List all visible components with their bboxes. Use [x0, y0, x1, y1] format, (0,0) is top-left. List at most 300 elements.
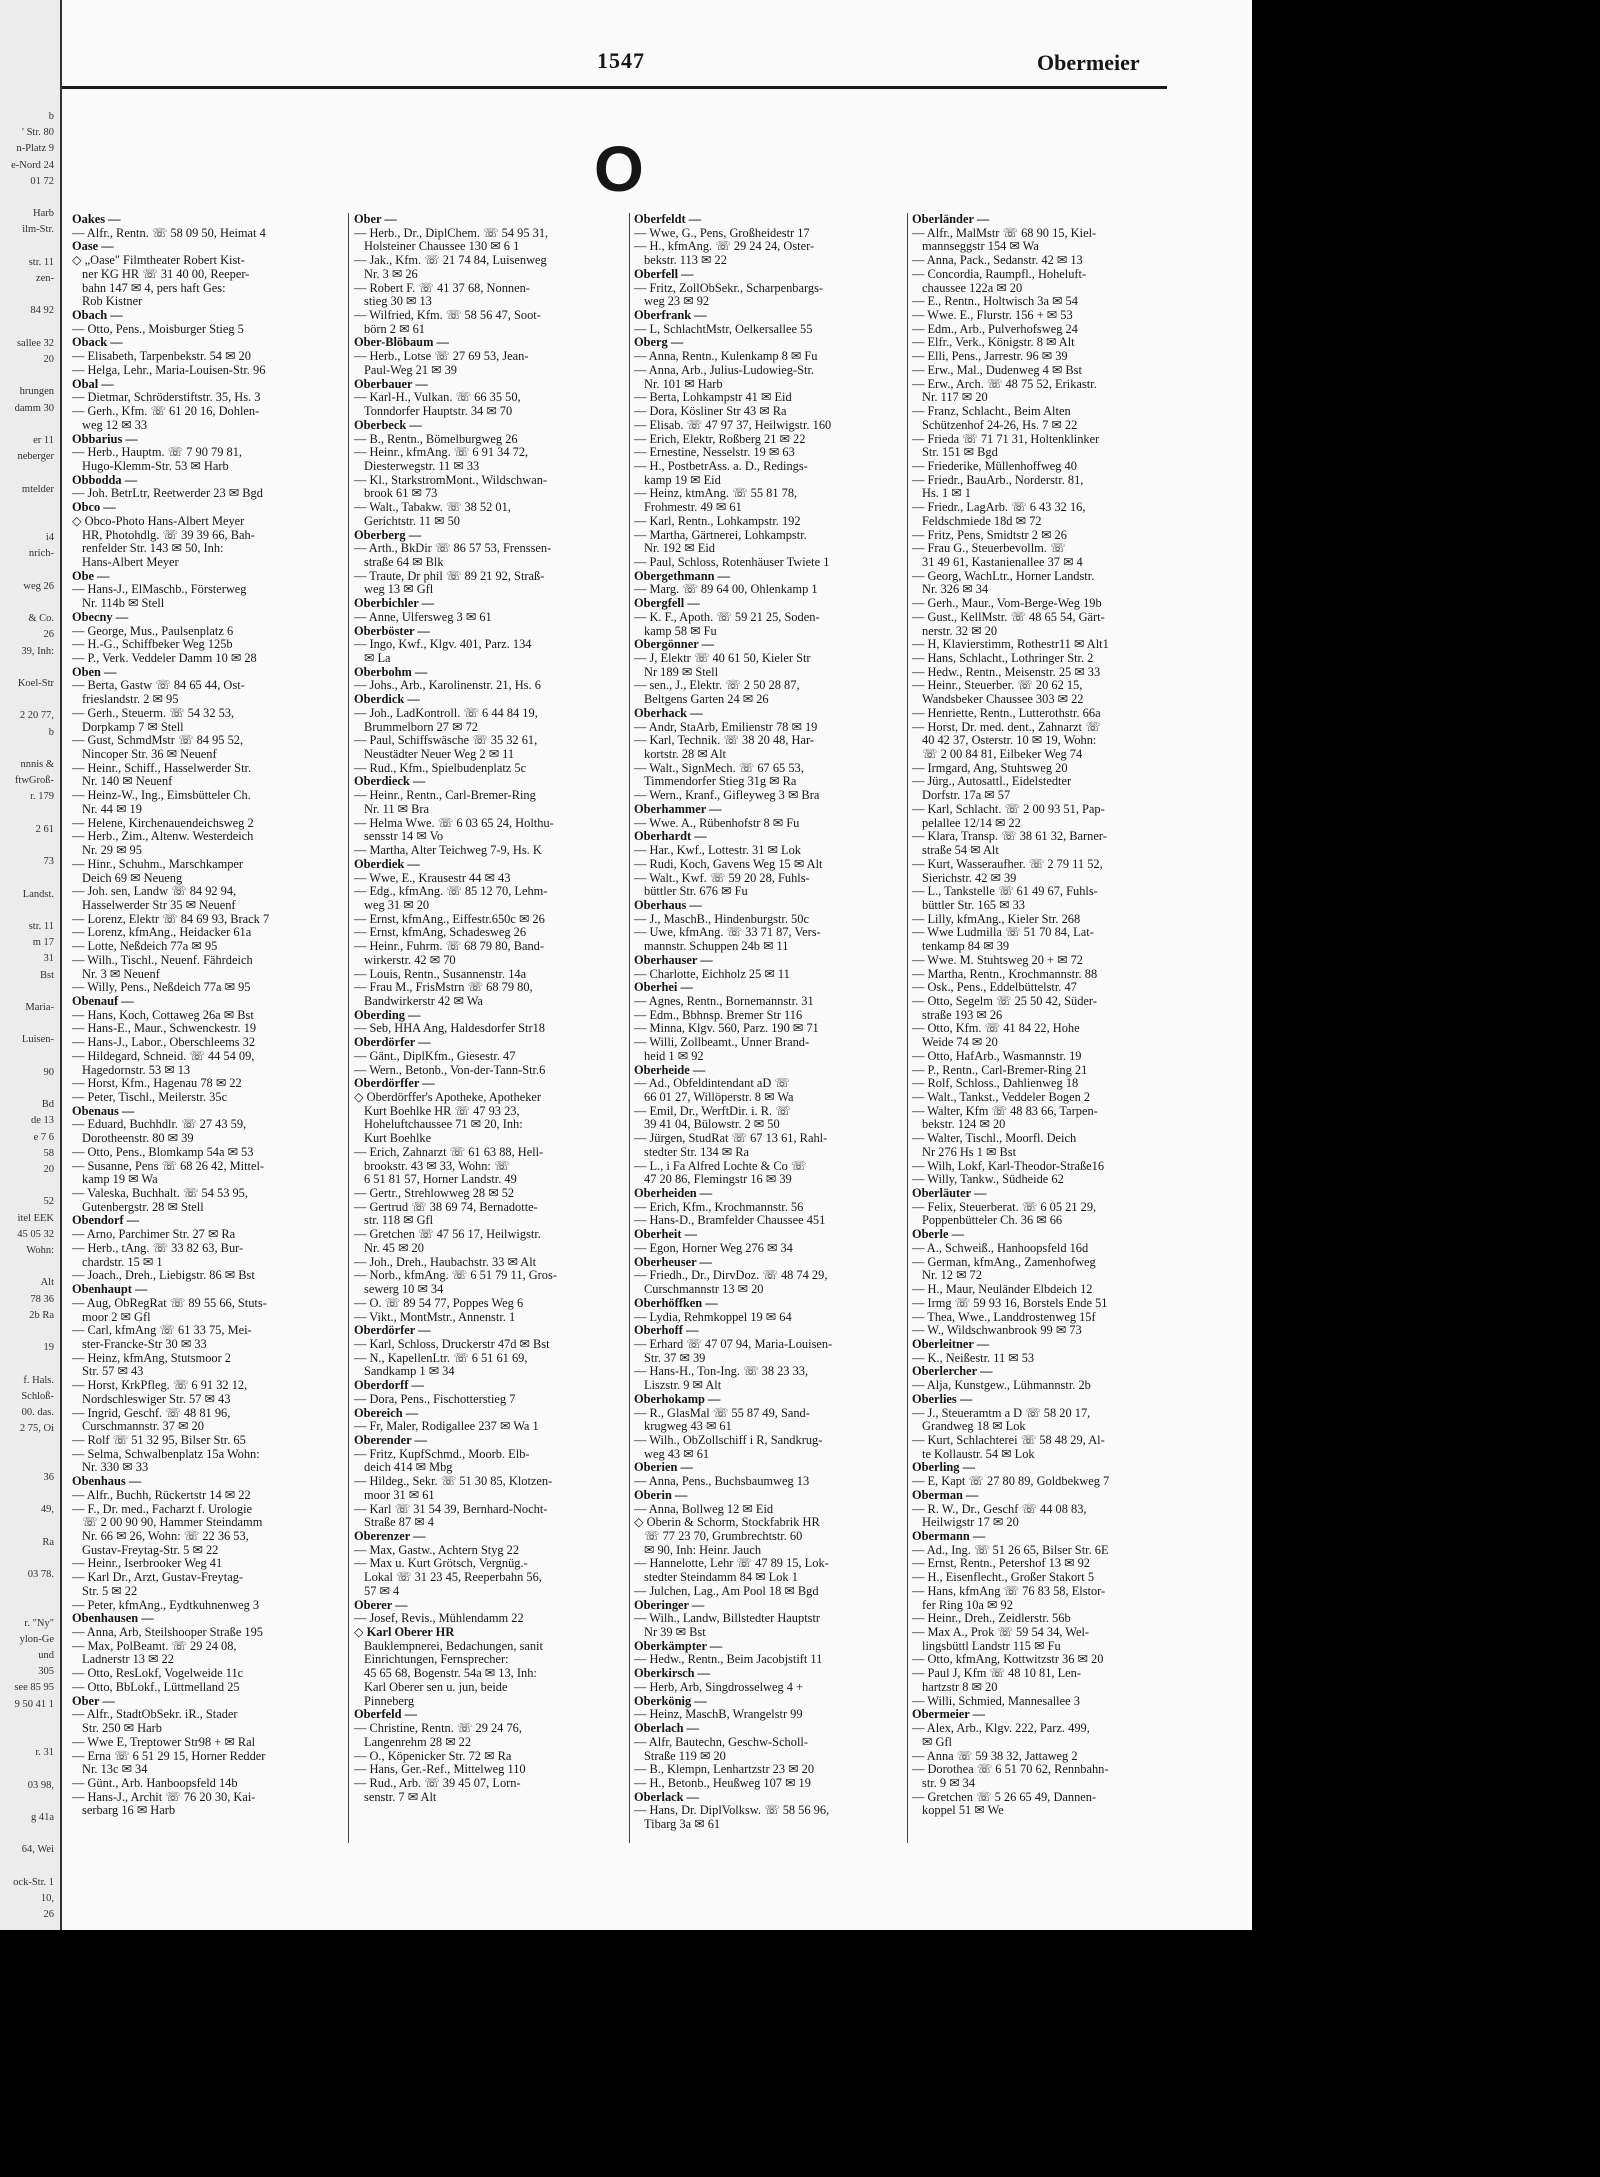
directory-entry: — Irmg ☏ 59 93 16, Borstels Ende 51	[912, 1295, 1108, 1310]
prev-page-fragment: weg 26	[23, 580, 54, 592]
directory-entry: — Willy, Tankw., Südheide 62	[912, 1172, 1064, 1187]
directory-entry: ◇ Oberin & Schorm, Stockfabrik HR	[634, 1515, 820, 1530]
header-rule	[62, 86, 1167, 89]
directory-entry: — Julchen, Lag., Am Pool 18 ✉ Bgd	[634, 1583, 819, 1598]
directory-entry: fer Ring 10a ✉ 92	[922, 1597, 1013, 1612]
directory-entry: — P., Rentn., Carl-Bremer-Ring 21	[912, 1062, 1088, 1077]
scan-background-bottom	[0, 1930, 1600, 2177]
directory-entry: Bauklempnerei, Bedachungen, sanit	[364, 1638, 543, 1653]
entry-heading: Oberg —	[634, 335, 684, 350]
directory-entry: Hs. 1 ✉ 1	[922, 486, 971, 501]
directory-entry: — Otto, Segelm ☏ 25 50 42, Süder-	[912, 993, 1097, 1008]
directory-entry: — Heinr., kfmAng. ☏ 6 91 34 72,	[354, 445, 529, 460]
entry-heading: Obe —	[72, 568, 110, 583]
directory-entry: — Berta, Gastw ☏ 84 65 44, Ost-	[72, 678, 245, 693]
prev-page-fragment: Bst	[39, 969, 54, 981]
entry-heading: Oberdörfer —	[354, 1035, 431, 1050]
directory-entry: Str. 250 ✉ Harb	[82, 1721, 162, 1736]
directory-entry: — Fritz, ZollObSekr., Scharpenbargs-	[634, 280, 824, 295]
directory-entry: — Hedw., Rentn., Meisenstr. 25 ✉ 33	[912, 664, 1101, 679]
directory-entry: — Alfr., Rentn. ☏ 58 09 50, Heimat 4	[72, 225, 266, 240]
directory-entry: — Minna, Klgv. 560, Parz. 190 ✉ 71	[634, 1021, 819, 1036]
entry-heading: Obermann —	[912, 1529, 986, 1543]
directory-entry: sensstr 14 ✉ Vo	[364, 829, 444, 844]
directory-entry: Brummelborn 27 ✉ 72	[364, 719, 478, 734]
directory-entry: — Ernst, kfmAng., Eiffestr.650c ✉ 26	[354, 911, 545, 926]
directory-entry: ☏ 2 00 90 90, Hammer Steindamm	[82, 1515, 263, 1530]
prev-page-fragment: Wohn:	[26, 1245, 54, 1256]
directory-entry: lingsbüttl Landstr 115 ✉ Fu	[922, 1638, 1061, 1653]
directory-entry: — Rolf ☏ 51 32 95, Bilser Str. 65	[72, 1432, 246, 1447]
prev-page-fragment: ylon-Ge	[19, 1633, 54, 1645]
entry-heading: Oberdörffer —	[354, 1076, 435, 1091]
directory-column-2	[354, 213, 626, 1804]
directory-entry: kamp 19 ✉ Eid	[644, 472, 721, 487]
directory-entry: — Anna, Pens., Buchsbaumweg 13	[634, 1474, 810, 1489]
entry-heading: Obecny —	[72, 609, 129, 624]
directory-entry: serbarg 16 ✉ Harb	[82, 1803, 176, 1818]
prev-page-fragment: 305	[38, 1666, 54, 1678]
entry-heading: Oberfeldt —	[634, 213, 702, 226]
directory-entry: moor 2 ✉ Gfl	[82, 1309, 151, 1324]
directory-entry: — Heinz, MaschB, Wrangelstr 99	[634, 1707, 803, 1722]
directory-entry: — Hans, Dr. DiplVolksw. ☏ 58 56 96,	[634, 1803, 830, 1818]
directory-entry: — Ingo, Kwf., Klgv. 401, Parz. 134	[354, 637, 532, 652]
prev-page-fragment: i4	[45, 532, 54, 544]
directory-entry: bekstr. 124 ✉ 20	[922, 1117, 1006, 1132]
prev-page-fragment: 03 98,	[27, 1779, 54, 1791]
directory-entry: Nr. 326 ✉ 34	[922, 582, 989, 597]
directory-entry: — Lotte, Neßdeich 77a ✉ 95	[72, 939, 218, 954]
directory-entry: — Karl Dr., Arzt, Gustav-Freytag-	[72, 1570, 244, 1585]
entry-heading: Oberhoff —	[634, 1323, 699, 1338]
directory-entry: — Frau G., Steuerbevollm. ☏	[912, 541, 1066, 556]
directory-entry: — Otto, BbLokf., Lüttmelland 25	[72, 1679, 240, 1694]
directory-entry: — H, Klavierstimm, Rothestr11 ✉ Alt1	[912, 637, 1109, 652]
directory-entry: — Dorothea ☏ 6 51 70 62, Rennbahn-	[912, 1762, 1109, 1777]
directory-entry: — Lorenz, kfmAng., Heidacker 61a	[72, 925, 252, 940]
entry-heading: Oberhauser —	[634, 952, 713, 967]
directory-entry: — Arno, Parchimer Str. 27 ✉ Ra	[72, 1227, 236, 1242]
directory-entry: — Jürg., Autosattl., Eidelstedter	[912, 774, 1072, 789]
directory-entry: — Selma, Schwalbenplatz 15a Wohn:	[72, 1446, 260, 1461]
directory-entry: — Uwe, kfmAng. ☏ 33 71 87, Vers-	[634, 925, 821, 940]
prev-page-fragment: hrungen	[19, 386, 54, 398]
directory-entry: — Helene, Kirchenauendeichsweg 2	[72, 815, 254, 830]
directory-entry: — Hildeg., Sekr. ☏ 51 30 85, Klotzen-	[354, 1474, 553, 1489]
directory-entry: — Edg., kfmAng. ☏ 85 12 70, Lehm-	[354, 884, 548, 899]
directory-entry: — Wwe. A., Rübenhofstr 8 ✉ Fu	[634, 815, 800, 830]
directory-entry: Dorfstr. 17a ✉ 57	[922, 788, 1011, 803]
directory-entry: — Herb., tAng. ☏ 33 82 63, Bur-	[72, 1240, 244, 1255]
directory-entry: Langenrehm 28 ✉ 22	[364, 1734, 472, 1749]
entry-heading: Oberhammer —	[634, 801, 722, 816]
directory-entry: Kurt Boehlke HR ☏ 47 93 23,	[364, 1103, 520, 1118]
entry-heading: Oberfell —	[634, 266, 694, 281]
directory-entry: stedter Str. 134 ✉ Ra	[644, 1144, 750, 1159]
entry-heading: Oberhei —	[634, 980, 693, 995]
prev-page-fragment: itel EEK	[17, 1212, 54, 1224]
prev-page-fragment: 2b Ra	[29, 1309, 54, 1321]
prev-page-fragment: 00. das.	[21, 1407, 54, 1418]
directory-entry: — F., Dr. med., Facharzt f. Urologie	[72, 1501, 253, 1516]
directory-entry: — Ad., Ing. ☏ 51 26 65, Bilser Str. 6E	[912, 1542, 1109, 1557]
directory-entry: — Dietmar, Schröderstiftstr. 35, Hs. 3	[72, 390, 261, 405]
directory-entry: — Charlotte, Eichholz 25 ✉ 11	[634, 966, 790, 981]
directory-entry: Straße 87 ✉ 4	[364, 1515, 434, 1530]
directory-entry: ✉ Gfl	[922, 1734, 952, 1749]
directory-entry: Str. 5 ✉ 22	[82, 1583, 138, 1598]
directory-entry: Schützenhof 24-26, Hs. 7 ✉ 22	[922, 417, 1078, 432]
entry-heading: Oberbeck —	[354, 417, 422, 432]
directory-entry: — Rolf, Schloss., Dahlienweg 18	[912, 1076, 1079, 1091]
directory-entry: koppel 51 ✉ We	[922, 1803, 1004, 1818]
entry-heading: Oberlies —	[912, 1391, 973, 1406]
directory-entry: mannseggstr 154 ✉ Wa	[922, 239, 1039, 254]
directory-entry: Gerichtstr. 11 ✉ 50	[364, 513, 460, 528]
directory-entry: — Max u. Kurt Grötsch, Vergnüg.-	[354, 1556, 528, 1571]
directory-entry: Timmendorfer Stieg 31g ✉ Ra	[644, 774, 797, 789]
directory-entry: Nr. 3 ✉ 26	[364, 266, 418, 281]
directory-entry: Kurt Boehlke	[364, 1131, 432, 1146]
prev-page-fragment: Luisen-	[21, 1034, 54, 1046]
directory-entry: — Heinr., Fuhrm. ☏ 68 79 80, Band-	[354, 939, 544, 954]
directory-entry: — Georg, WachLtr., Horner Landstr.	[912, 568, 1095, 583]
directory-entry: — Martha, Rentn., Krochmannstr. 88	[912, 966, 1098, 981]
directory-entry: Nr. 140 ✉ Neuenf	[82, 774, 173, 789]
directory-entry: — Peter, Tischl., Meilerstr. 35c	[72, 1090, 228, 1104]
directory-entry: ✉ La	[364, 651, 391, 665]
entry-heading: Oberdiek —	[354, 856, 420, 871]
directory-entry: — E., Rentn., Holtwisch 3a ✉ 54	[912, 294, 1078, 309]
entry-heading: Oakes —	[72, 213, 121, 226]
directory-entry: — Wwe. M. Stuhtsweg 20 + ✉ 72	[912, 952, 1083, 967]
prev-page-fragment: Koel-Str	[17, 678, 54, 689]
directory-entry: — Gertr., Strehlowweg 28 ✉ 52	[354, 1186, 515, 1201]
directory-entry: — Joh. sen, Landw ☏ 84 92 94,	[72, 884, 237, 899]
directory-entry: — Marg. ☏ 89 64 00, Ohlenkamp 1	[634, 582, 818, 597]
directory-entry: — Gretchen ☏ 47 56 17, Heilwigstr.	[354, 1227, 541, 1242]
directory-entry: — Gretchen ☏ 5 26 65 49, Dannen-	[912, 1789, 1097, 1804]
directory-entry: te Kollaustr. 54 ✉ Lok	[922, 1446, 1035, 1461]
directory-entry: — Anna, Arb., Julius-Ludowieg-Str.	[634, 362, 815, 377]
directory-entry: Dorotheenstr. 80 ✉ 39	[82, 1131, 194, 1146]
directory-entry: — Horst, Kfm., Hagenau 78 ✉ 22	[72, 1076, 242, 1091]
directory-entry: moor 31 ✉ 61	[364, 1487, 435, 1502]
directory-entry: — Walt., SignMech. ☏ 67 65 53,	[634, 760, 804, 775]
directory-entry: — Carl, kfmAng ☏ 61 33 75, Mei-	[72, 1323, 252, 1338]
column-divider	[348, 213, 349, 1843]
prev-page-fragment: 9 50 41 1	[14, 1698, 54, 1710]
prev-page-fragment: r. "Ny"	[24, 1617, 54, 1629]
directory-entry: — B., Klempn, Lenhartzstr 23 ✉ 20	[634, 1762, 815, 1777]
prev-page-fragment: nnnis &	[20, 759, 54, 770]
directory-entry: Hoheluftchaussee 71 ✉ 20, Inh:	[364, 1117, 523, 1132]
directory-entry: — Henriette, Rentn., Lutterothstr. 66a	[912, 705, 1101, 720]
prev-page-fragment: m 17	[32, 937, 54, 949]
directory-entry: — Vikt., MontMstr., Annenstr. 1	[354, 1309, 516, 1324]
directory-entry: Tibarg 3a ✉ 61	[644, 1817, 721, 1832]
directory-entry: — Walt., Kwf. ☏ 59 20 28, Fuhls-	[634, 870, 810, 885]
directory-entry: straße 64 ✉ Blk	[364, 554, 444, 569]
directory-entry: — Gerh., Kfm. ☏ 61 20 16, Dohlen-	[72, 404, 260, 419]
entry-heading: Oberhöffken —	[634, 1295, 718, 1310]
directory-entry: — Walt., Tabakw. ☏ 38 52 01,	[354, 500, 511, 515]
directory-entry: — Josef, Revis., Mühlendamm 22	[354, 1611, 524, 1626]
entry-heading: Obbarius —	[72, 431, 138, 446]
directory-entry: — Hinr., Schuhm., Marschkamper	[72, 856, 244, 871]
directory-entry: — Elli, Pens., Jarrestr. 96 ✉ 39	[912, 349, 1068, 364]
entry-heading: Oberdick —	[354, 692, 420, 707]
prev-page-fragment: Harb	[33, 208, 54, 220]
prev-page-fragment: sallee 32	[16, 337, 54, 349]
directory-entry: — Wern., Betonb., Von-der-Tann-Str.6	[354, 1062, 546, 1077]
directory-entry: — Wilfried, Kfm. ☏ 58 56 47, Soot-	[354, 308, 541, 323]
prev-page-fragment: str. 11	[28, 256, 54, 268]
prev-page-fragment: 90	[43, 1066, 54, 1078]
entry-heading: Obendorf —	[72, 1213, 140, 1228]
directory-entry: — Fr, Maler, Rodigallee 237 ✉ Wa 1	[354, 1419, 539, 1434]
directory-entry: — Kurt, Schlachterei ☏ 58 48 29, Al-	[912, 1432, 1105, 1447]
entry-heading: Obergönner —	[634, 637, 714, 652]
entry-heading: Oberle —	[912, 1227, 964, 1242]
entry-heading: Oberkirsch —	[634, 1666, 711, 1681]
directory-entry: — Alfr., StadtObSekr. iR., Stader	[72, 1707, 238, 1722]
directory-entry: — Rud., Kfm., Spielbudenplatz 5c	[354, 760, 527, 775]
directory-entry: — Irmgard, Ang, Stuhtsweg 20	[912, 760, 1068, 775]
directory-entry: Karl Oberer sen u. jun, beide	[364, 1679, 508, 1694]
directory-entry: — Gertrud ☏ 38 69 74, Bernadotte-	[354, 1199, 538, 1214]
prev-page-fragment: Bd	[41, 1099, 54, 1111]
directory-entry: — Friederike, Müllenhoffweg 40	[912, 458, 1077, 473]
directory-entry: — Karl-H., Vulkan. ☏ 66 35 50,	[354, 390, 521, 405]
directory-entry: 6 51 81 57, Horner Landstr. 49	[364, 1172, 517, 1187]
directory-entry: büttler Str. 165 ✉ 33	[922, 897, 1025, 912]
directory-entry: Feldschmiede 18d ✉ 72	[922, 513, 1042, 528]
entry-heading: Oberheit —	[634, 1227, 697, 1242]
directory-entry: — Horst, Dr. med. dent., Zahnarzt ☏	[912, 719, 1101, 734]
directory-entry: — Hans, Koch, Cottaweg 26a ✉ Bst	[72, 1007, 254, 1022]
entry-heading: Obermeier —	[912, 1707, 986, 1722]
entry-heading: Oberhaus —	[634, 897, 702, 912]
directory-entry: — Hans, Ger.-Ref., Mittelweg 110	[354, 1762, 526, 1777]
directory-entry: — Otto, kfmAng, Kottwitzstr 36 ✉ 20	[912, 1652, 1104, 1667]
directory-entry: — Franz, Schlacht., Beim Alten	[912, 404, 1071, 419]
prev-page-fragment: er 11	[33, 435, 54, 446]
directory-entry: Curschmannstr. 37 ✉ 20	[82, 1419, 204, 1434]
directory-entry: — Helma Wwe. ☏ 6 03 65 24, Holthu-	[354, 815, 554, 830]
prev-page-fragment: 2 61	[35, 823, 54, 835]
directory-entry: Holsteiner Chaussee 130 ✉ 6 1	[364, 239, 520, 254]
directory-entry: Neustädter Neuer Weg 2 ✉ 11	[364, 747, 515, 762]
directory-entry: Nr. 11 ✉ Bra	[364, 801, 429, 816]
directory-entry: — L., Tankstelle ☏ 61 49 67, Fuhls-	[912, 884, 1098, 899]
directory-entry: ◇ Oberdörffer's Apotheke, Apotheker	[354, 1090, 542, 1104]
prev-page-fragment: Alt	[40, 1277, 54, 1289]
directory-entry: — Willi, Zollbeamt., Unner Brand-	[634, 1035, 810, 1050]
running-head: Obermeier	[1037, 50, 1140, 75]
directory-entry: ☏ 2 00 84 81, Eilbeker Weg 74	[922, 747, 1083, 762]
prev-page-fragment: 19	[43, 1342, 54, 1354]
directory-entry: — Har., Kwf., Lottestr. 31 ✉ Lok	[634, 843, 801, 858]
directory-entry: — Anna, Pack., Sedanstr. 42 ✉ 13	[912, 253, 1083, 268]
directory-entry: — Wwe. E., Flurstr. 156 + ✉ 53	[912, 308, 1073, 323]
directory-entry: Nincoper Str. 36 ✉ Neuenf	[82, 747, 217, 762]
directory-entry: tenkamp 84 ✉ 39	[922, 939, 1010, 954]
entry-heading: Oberer —	[354, 1597, 408, 1612]
directory-entry: — Agnes, Rentn., Bornemannstr. 31	[634, 993, 814, 1008]
directory-entry: deich 414 ✉ Mbg	[364, 1460, 453, 1475]
prev-page-fragment: 64, Wei	[21, 1844, 54, 1856]
directory-entry: — Hans-J., ElMaschb., Försterweg	[72, 582, 247, 597]
entry-heading: Oberheiden —	[634, 1186, 713, 1201]
directory-entry: — Joh., Dreh., Haubachstr. 33 ✉ Alt	[354, 1254, 537, 1269]
directory-entry: — sen., J., Elektr. ☏ 2 50 28 87,	[634, 678, 800, 693]
entry-heading: Oberhardt —	[634, 829, 707, 844]
directory-entry: kortstr. 28 ✉ Alt	[644, 747, 726, 762]
directory-entry: — Horst, KrkPfleg. ☏ 6 91 32 12,	[72, 1378, 248, 1393]
entry-heading: Oberkämpter —	[634, 1638, 723, 1653]
directory-column-4	[912, 213, 1184, 1818]
directory-entry: Straße 119 ✉ 20	[644, 1748, 726, 1763]
directory-entry: — Erich, Zahnarzt ☏ 61 63 88, Hell-	[354, 1144, 544, 1159]
directory-entry: — Ernst, Rentn., Petershof 13 ✉ 92	[912, 1556, 1090, 1571]
prev-page-fragment: 39, Inh:	[21, 645, 54, 657]
directory-entry: — Karl, Schloss, Druckerstr 47d ✉ Bst	[354, 1336, 550, 1351]
directory-entry: — Walt., Tankst., Veddeler Bogen 2	[912, 1090, 1091, 1104]
directory-entry: weg 12 ✉ 33	[82, 417, 148, 432]
prev-page-fragment: 52	[43, 1196, 54, 1208]
directory-entry: — Friedr., BauArb., Norderstr. 81,	[912, 472, 1084, 487]
directory-entry: — Robert F. ☏ 41 37 68, Nonnen-	[354, 280, 530, 295]
prev-page-fragment: zen-	[35, 273, 54, 284]
directory-entry: Rob Kistner	[82, 294, 143, 309]
directory-entry: — P., Verk. Veddeler Damm 10 ✉ 28	[72, 651, 257, 665]
directory-entry: — E, Kapt ☏ 27 80 89, Goldbekweg 7	[912, 1474, 1110, 1489]
entry-heading: Oberfrank —	[634, 308, 707, 323]
directory-entry: — Osk., Pens., Eddelbüttelstr. 47	[912, 980, 1077, 995]
directory-entry: — Otto, HafArb., Wasmannstr. 19	[912, 1048, 1082, 1063]
directory-entry: ✉ 90, Inh: Heinr. Jauch	[644, 1542, 762, 1557]
prev-page-fragment: 20	[43, 354, 54, 365]
directory-entry: — Ingrid, Geschf. ☏ 48 81 96,	[72, 1405, 231, 1420]
directory-entry: — H., PostbetrAss. a. D., Redings-	[634, 458, 808, 473]
directory-entry: — Erhard ☏ 47 07 94, Maria-Louisen-	[634, 1336, 833, 1351]
entry-heading: Oberinger —	[634, 1597, 705, 1612]
directory-entry: börn 2 ✉ 61	[364, 321, 425, 336]
directory-entry: Wandsbeker Chaussee 303 ✉ 22	[922, 692, 1084, 707]
prev-page-fragment: 01 72	[30, 175, 54, 187]
directory-entry: Grandweg 18 ✉ Lok	[922, 1419, 1026, 1434]
directory-entry: Nr. 13c ✉ 34	[82, 1762, 148, 1777]
entry-heading: ◇ Karl Oberer HR	[354, 1625, 455, 1640]
entry-heading: Oberheuser —	[634, 1254, 712, 1269]
directory-entry: — Klara, Transp. ☏ 38 61 32, Barner-	[912, 829, 1107, 844]
directory-entry: 45 65 68, Bogenstr. 54a ✉ 13, Inh:	[364, 1666, 537, 1681]
directory-entry: — Heinz, kfmAng, Stutsmoor 2	[72, 1350, 232, 1365]
entry-heading: Oberhokamp —	[634, 1391, 721, 1406]
directory-entry: — Erich, Kfm., Krochmannstr. 56	[634, 1199, 804, 1214]
entry-heading: Obco —	[72, 500, 116, 515]
directory-entry: — Heinr., Schiff., Hasselwerder Str.	[72, 760, 252, 775]
prev-page-fragment: b	[48, 111, 54, 122]
directory-entry: — Martha, Gärtnerei, Lohkampstr.	[634, 527, 807, 542]
directory-entry: — Wilh., ObZollschiff i R, Sandkrug-	[634, 1432, 823, 1447]
directory-entry: weg 31 ✉ 20	[364, 897, 430, 912]
directory-entry: — Paul, Schloss, Rotenhäuser Twiete 1	[634, 554, 830, 569]
directory-entry: Nr. 66 ✉ 26, Wohn: ☏ 22 36 53,	[82, 1529, 249, 1543]
prev-page-fragment: 78 36	[30, 1293, 54, 1305]
directory-entry: — Heinr., Steuerber. ☏ 20 62 15,	[912, 678, 1083, 693]
section-letter: O	[594, 133, 644, 205]
prev-page-fragment: & Co.	[28, 613, 54, 625]
entry-heading: Oback —	[72, 335, 123, 350]
directory-entry: frieslandstr. 2 ✉ 95	[82, 692, 179, 707]
directory-entry: 47 20 86, Flemingstr 16 ✉ 39	[644, 1172, 792, 1187]
directory-entry: — Hans-D., Bramfelder Chaussee 451	[634, 1213, 826, 1228]
entry-heading: Obenaus —	[72, 1103, 135, 1118]
directory-column-3	[634, 213, 906, 1832]
directory-entry: — Concordia, Raumpfl., Hoheluft-	[912, 266, 1087, 281]
directory-entry: brook 61 ✉ 73	[364, 486, 438, 501]
directory-entry: Hans-Albert Meyer	[82, 554, 179, 569]
directory-entry: weg 13 ✉ Gfl	[364, 582, 434, 597]
directory-entry: Sierichstr. 42 ✉ 39	[922, 870, 1017, 885]
directory-entry: mannstr. Schuppen 24b ✉ 11	[644, 939, 789, 954]
directory-entry: — Aug, ObRegRat ☏ 89 55 66, Stuts-	[72, 1295, 267, 1310]
directory-entry: — Wwe, E., Krausestr 44 ✉ 43	[354, 870, 511, 885]
directory-entry: 40 42 37, Osterstr. 10 ✉ 19, Wohn:	[922, 733, 1097, 748]
directory-entry: — Frau M., FrisMstrn ☏ 68 79 80,	[354, 980, 533, 995]
directory-entry: — Joh. BetrLtr, Reetwerder 23 ✉ Bgd	[72, 486, 263, 501]
entry-heading: Obenhaus —	[72, 1474, 142, 1489]
directory-entry: 31 49 61, Kastanienallee 37 ✉ 4	[922, 554, 1083, 569]
entry-heading: Oase —	[72, 239, 114, 254]
directory-entry: senstr. 7 ✉ Alt	[364, 1789, 437, 1804]
directory-entry: — Willy, Pens., Neßdeich 77a ✉ 95	[72, 980, 251, 995]
directory-entry: — Jak., Kfm. ☏ 21 74 84, Luisenweg	[354, 253, 547, 268]
directory-entry: Liszstr. 9 ✉ Alt	[644, 1378, 722, 1393]
directory-entry: — Karl, Rentn., Lohkampstr. 192	[634, 513, 801, 528]
entry-heading: Obereich —	[354, 1405, 419, 1420]
entry-heading: Oberlach —	[634, 1721, 700, 1736]
directory-entry: renfelder Str. 143 ✉ 50, Inh:	[82, 541, 224, 556]
directory-entry: — Lilly, kfmAng., Kieler Str. 268	[912, 911, 1081, 926]
entry-heading: Oberdieck —	[354, 774, 426, 789]
directory-entry: — Wilh, Lokf, Karl-Theodor-Straße16	[912, 1158, 1105, 1173]
directory-entry: — K., Neißestr. 11 ✉ 53	[912, 1350, 1035, 1365]
prev-page-fragment: 84 92	[30, 305, 54, 317]
directory-entry: hartzstr 8 ✉ 20	[922, 1679, 998, 1694]
directory-entry: wirkerstr. 42 ✉ 70	[364, 952, 456, 967]
directory-entry: Nr 189 ✉ Stell	[644, 664, 719, 679]
directory-entry: — B., Rentn., Bömelburgweg 26	[354, 431, 518, 446]
directory-entry: — H., Betonb., Heußweg 107 ✉ 19	[634, 1775, 811, 1790]
prev-page-fragment: e-Nord 24	[11, 159, 54, 171]
directory-entry: — Walter, Kfm ☏ 48 83 66, Tarpen-	[912, 1103, 1098, 1118]
directory-entry: — Anna, Rentn., Kulenkamp 8 ✉ Fu	[634, 349, 818, 364]
directory-entry: — Alfr, Bautechn, Geschw-Scholl-	[634, 1734, 808, 1749]
directory-entry: — Alfr., Buchh, Rückertstr 14 ✉ 22	[72, 1487, 251, 1502]
prev-page-fragment: und	[38, 1650, 54, 1661]
directory-entry: weg 43 ✉ 61	[644, 1446, 710, 1461]
directory-entry: — Walter, Tischl., Moorfl. Deich	[912, 1131, 1077, 1146]
directory-entry: Nordschleswiger Str. 57 ✉ 43	[82, 1391, 231, 1406]
directory-entry: Ladnerstr 13 ✉ 22	[82, 1652, 174, 1667]
directory-entry: — Andr, StaArb, Emilienstr 78 ✉ 19	[634, 719, 818, 734]
directory-entry: büttler Str. 676 ✉ Fu	[644, 884, 748, 899]
scan-background-right	[1252, 0, 1600, 2177]
